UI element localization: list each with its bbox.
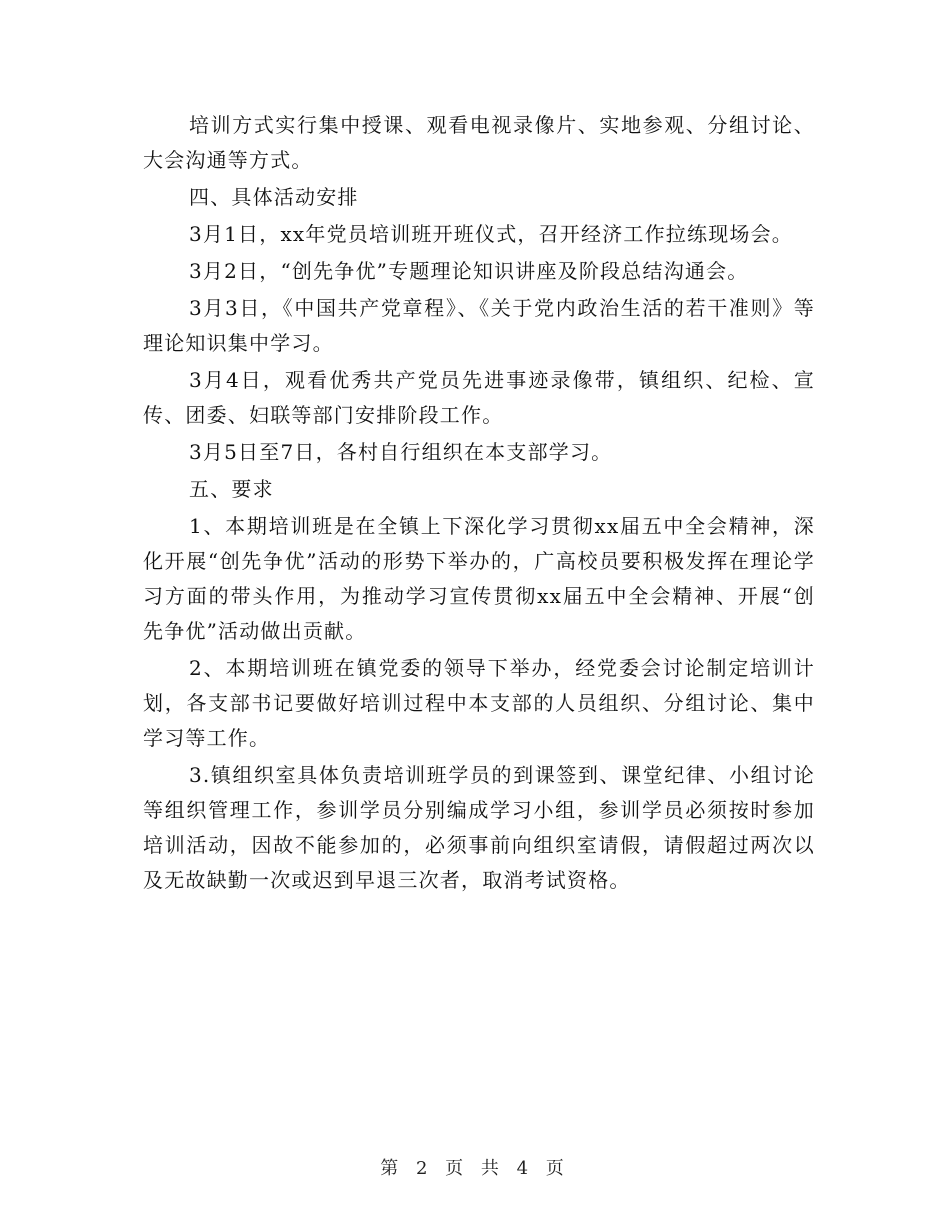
paragraph-march-2: 3月2日，“创先争优”专题理论知识讲座及阶段总结沟通会。 (189, 259, 749, 283)
page-footer: 第 2 页 共 4 页 (380, 1158, 570, 1179)
paragraph-march-1: 3月1日，xx年党员培训班开班仪式，召开经济工作拉练现场会。 (189, 222, 794, 246)
paragraph-requirement-2: 2、本期培训班在镇党委的领导下举办，经党委会讨论制定培训计划，各支部书记要做好培训过程中本支部的人员组织、分组讨论、集中学习等工作。 (143, 656, 815, 750)
document-body (143, 108, 815, 900)
paragraph-march-3: 3月3日，《中国共产党章程》、《关于党内政治生活的若干准则》等理论知识集中学习。 (143, 296, 815, 355)
paragraph-requirement-3: 3.镇组织室具体负责培训班学员的到课签到、课堂纪律、小组讨论等组织管理工作，参训学员分别编成学习小组，参训学员必须按时参加培训活动，因故不能参加的，必须事前向组织室请假，请假超过两次以及无故缺勤一次或迟到早退三次者，取消考试资格。 (143, 763, 815, 892)
paragraph-march-5-7: 3月5日至7日，各村自行组织在本支部学习。 (189, 440, 613, 464)
paragraph-training-method: 培训方式实行集中授课、观看电视录像片、实地参观、分组讨论、大会沟通等方式。 (143, 113, 815, 172)
paragraph-requirement-1: 1、本期培训班是在全镇上下深化学习贯彻xx届五中全会精神，深化开展“创先争优”活动的形势下举办的，广高校员要积极发挥在理论学习方面的带头作用，为推动学习宣传贯彻xx届五中全会精神、开展“创先争优”活动做出贡献。 (143, 514, 815, 643)
paragraph-march-4: 3月4日，观看优秀共产党员先进事迹录像带，镇组织、纪检、宣传、团委、妇联等部门安排阶段工作。 (143, 368, 815, 427)
section-heading-requirements: 五、要求 (189, 477, 274, 501)
section-heading-activity-schedule: 四、具体活动安排 (189, 185, 359, 209)
